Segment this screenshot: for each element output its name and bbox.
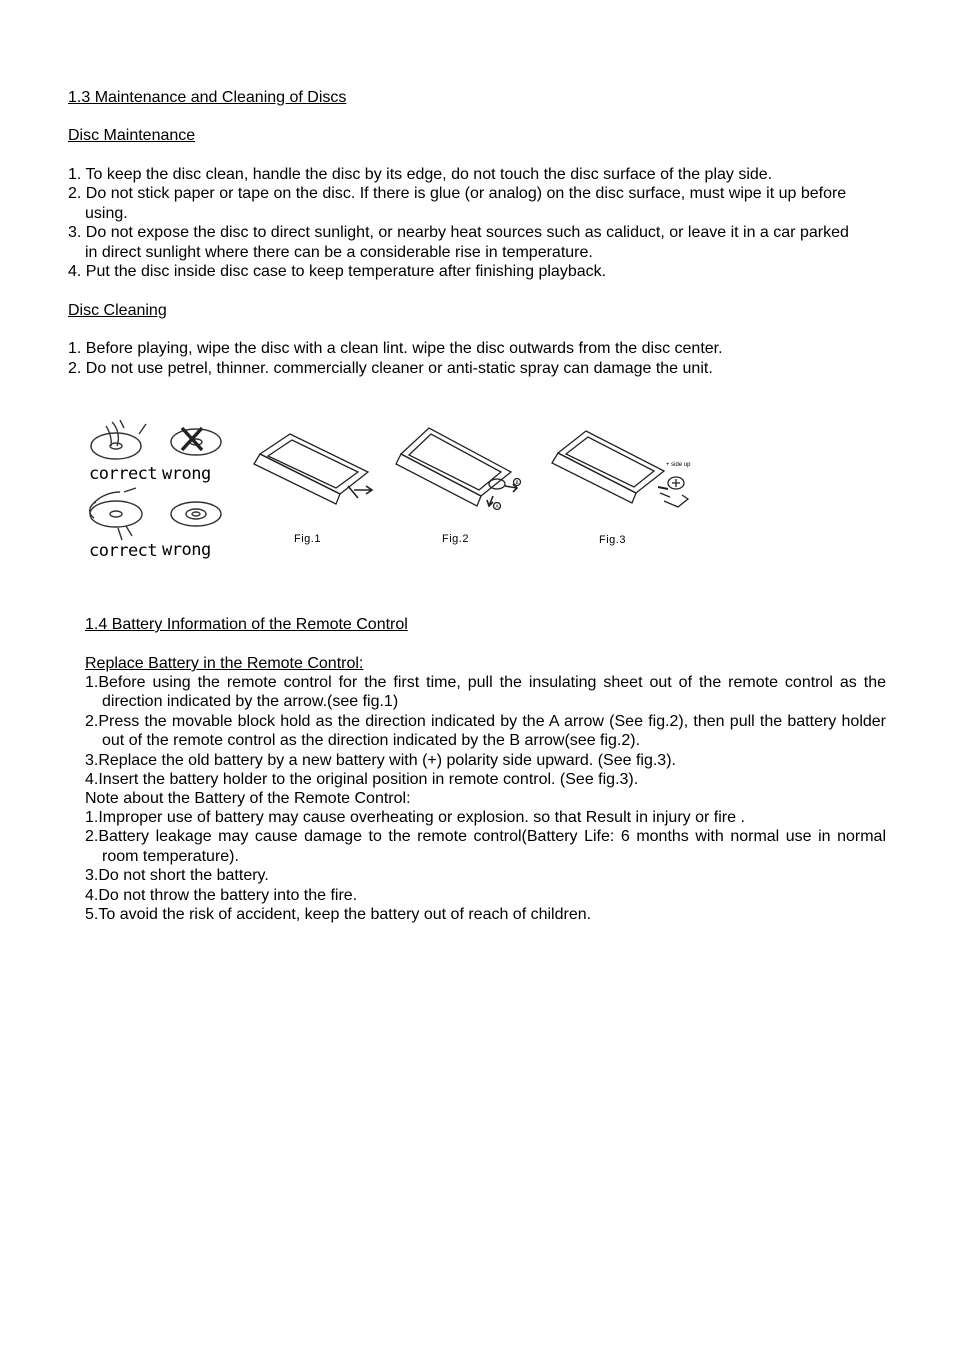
battery-note-title: Note about the Battery of the Remote Control: <box>85 790 411 807</box>
maintenance-item-3-cont: in direct sunlight where there can be a considerable rise in temperature. <box>85 244 593 261</box>
note-item-1: 1.Improper use of battery may cause overheating or explosion. so that Result in injury or fire . <box>85 809 745 826</box>
fig3-caption: Fig.3 <box>599 534 626 546</box>
note-item-2: 2.Battery leakage may cause damage to the remote control(Battery Life: 6 months with normal use in normal room temperature). <box>85 828 886 865</box>
disc-maintenance-title: Disc Maintenance <box>68 127 196 144</box>
label-wrong-2: wrong <box>162 540 211 560</box>
maintenance-item-2-cont: using. <box>85 205 128 222</box>
remote-fig1-drawing <box>250 428 385 510</box>
fig3-side-up-note: + side up <box>666 462 691 468</box>
maintenance-item-4: 4. Put the disc inside disc case to keep temperature after finishing playback. <box>68 263 607 280</box>
cleaning-item-1: 1. Before playing, wipe the disc with a clean lint. wipe the disc outwards from the disc center. <box>68 340 723 357</box>
fig2-marker-a: A <box>495 505 499 510</box>
note-item-5: 5.To avoid the risk of accident, keep the battery out of reach of children. <box>85 906 592 924</box>
battery-note-list <box>85 808 886 924</box>
fig1-caption: Fig.1 <box>294 533 321 545</box>
label-correct-2: correct <box>89 541 158 561</box>
remote-fig3-drawing <box>548 425 698 517</box>
maintenance-item-3: 3. Do not expose the disc to direct sunlight, or nearby heat sources such as caliduct, or leave it in a car parked <box>68 224 849 241</box>
maintenance-item-2: 2. Do not stick paper or tape on the disc. If there is glue (or analog) on the disc surface, must wipe it up before <box>68 185 847 202</box>
fig2-marker-b: B <box>515 481 519 486</box>
section-1-3-heading: 1.3 Maintenance and Cleaning of Discs <box>68 89 347 106</box>
cleaning-item-2: 2. Do not use petrel, thinner. commercially cleaner or anti-static spray can damage the unit. <box>68 360 713 377</box>
remote-fig2-drawing <box>393 422 528 514</box>
label-correct-1: correct <box>89 464 158 484</box>
replace-item-1: 1.Before using the remote control for the first time, pull the insulating sheet out of the remote control as the direction indicated by the arrow.(see fig.1) <box>85 674 886 711</box>
replace-item-2: 2.Press the movable block hold as the direction indicated by the A arrow (See fig.2), then pull the battery holder out of the remote control as the direction indicated by the B arrow(see fig.2). <box>85 712 886 750</box>
replace-item-3: 3.Replace the old battery by a new battery with (+) polarity side upward. (See fig.3). <box>85 751 676 769</box>
label-wrong-1: wrong <box>162 464 211 484</box>
replace-battery-list <box>85 673 886 789</box>
replace-battery-title: Replace Battery in the Remote Control: <box>85 655 364 672</box>
note-item-4: 4.Do not throw the battery into the fire. <box>85 886 358 904</box>
section-1-4-heading: 1.4 Battery Information of the Remote Control <box>85 616 408 633</box>
fig2-caption: Fig.2 <box>442 533 469 545</box>
maintenance-item-1: 1. To keep the disc clean, handle the disc by its edge, do not touch the disc surface of the play side. <box>68 166 773 183</box>
note-item-3: 3.Do not short the battery. <box>85 867 269 885</box>
disc-cleaning-title: Disc Cleaning <box>68 302 167 319</box>
replace-item-4: 4.Insert the battery holder to the original position in remote control. (See fig.3). <box>85 771 639 789</box>
